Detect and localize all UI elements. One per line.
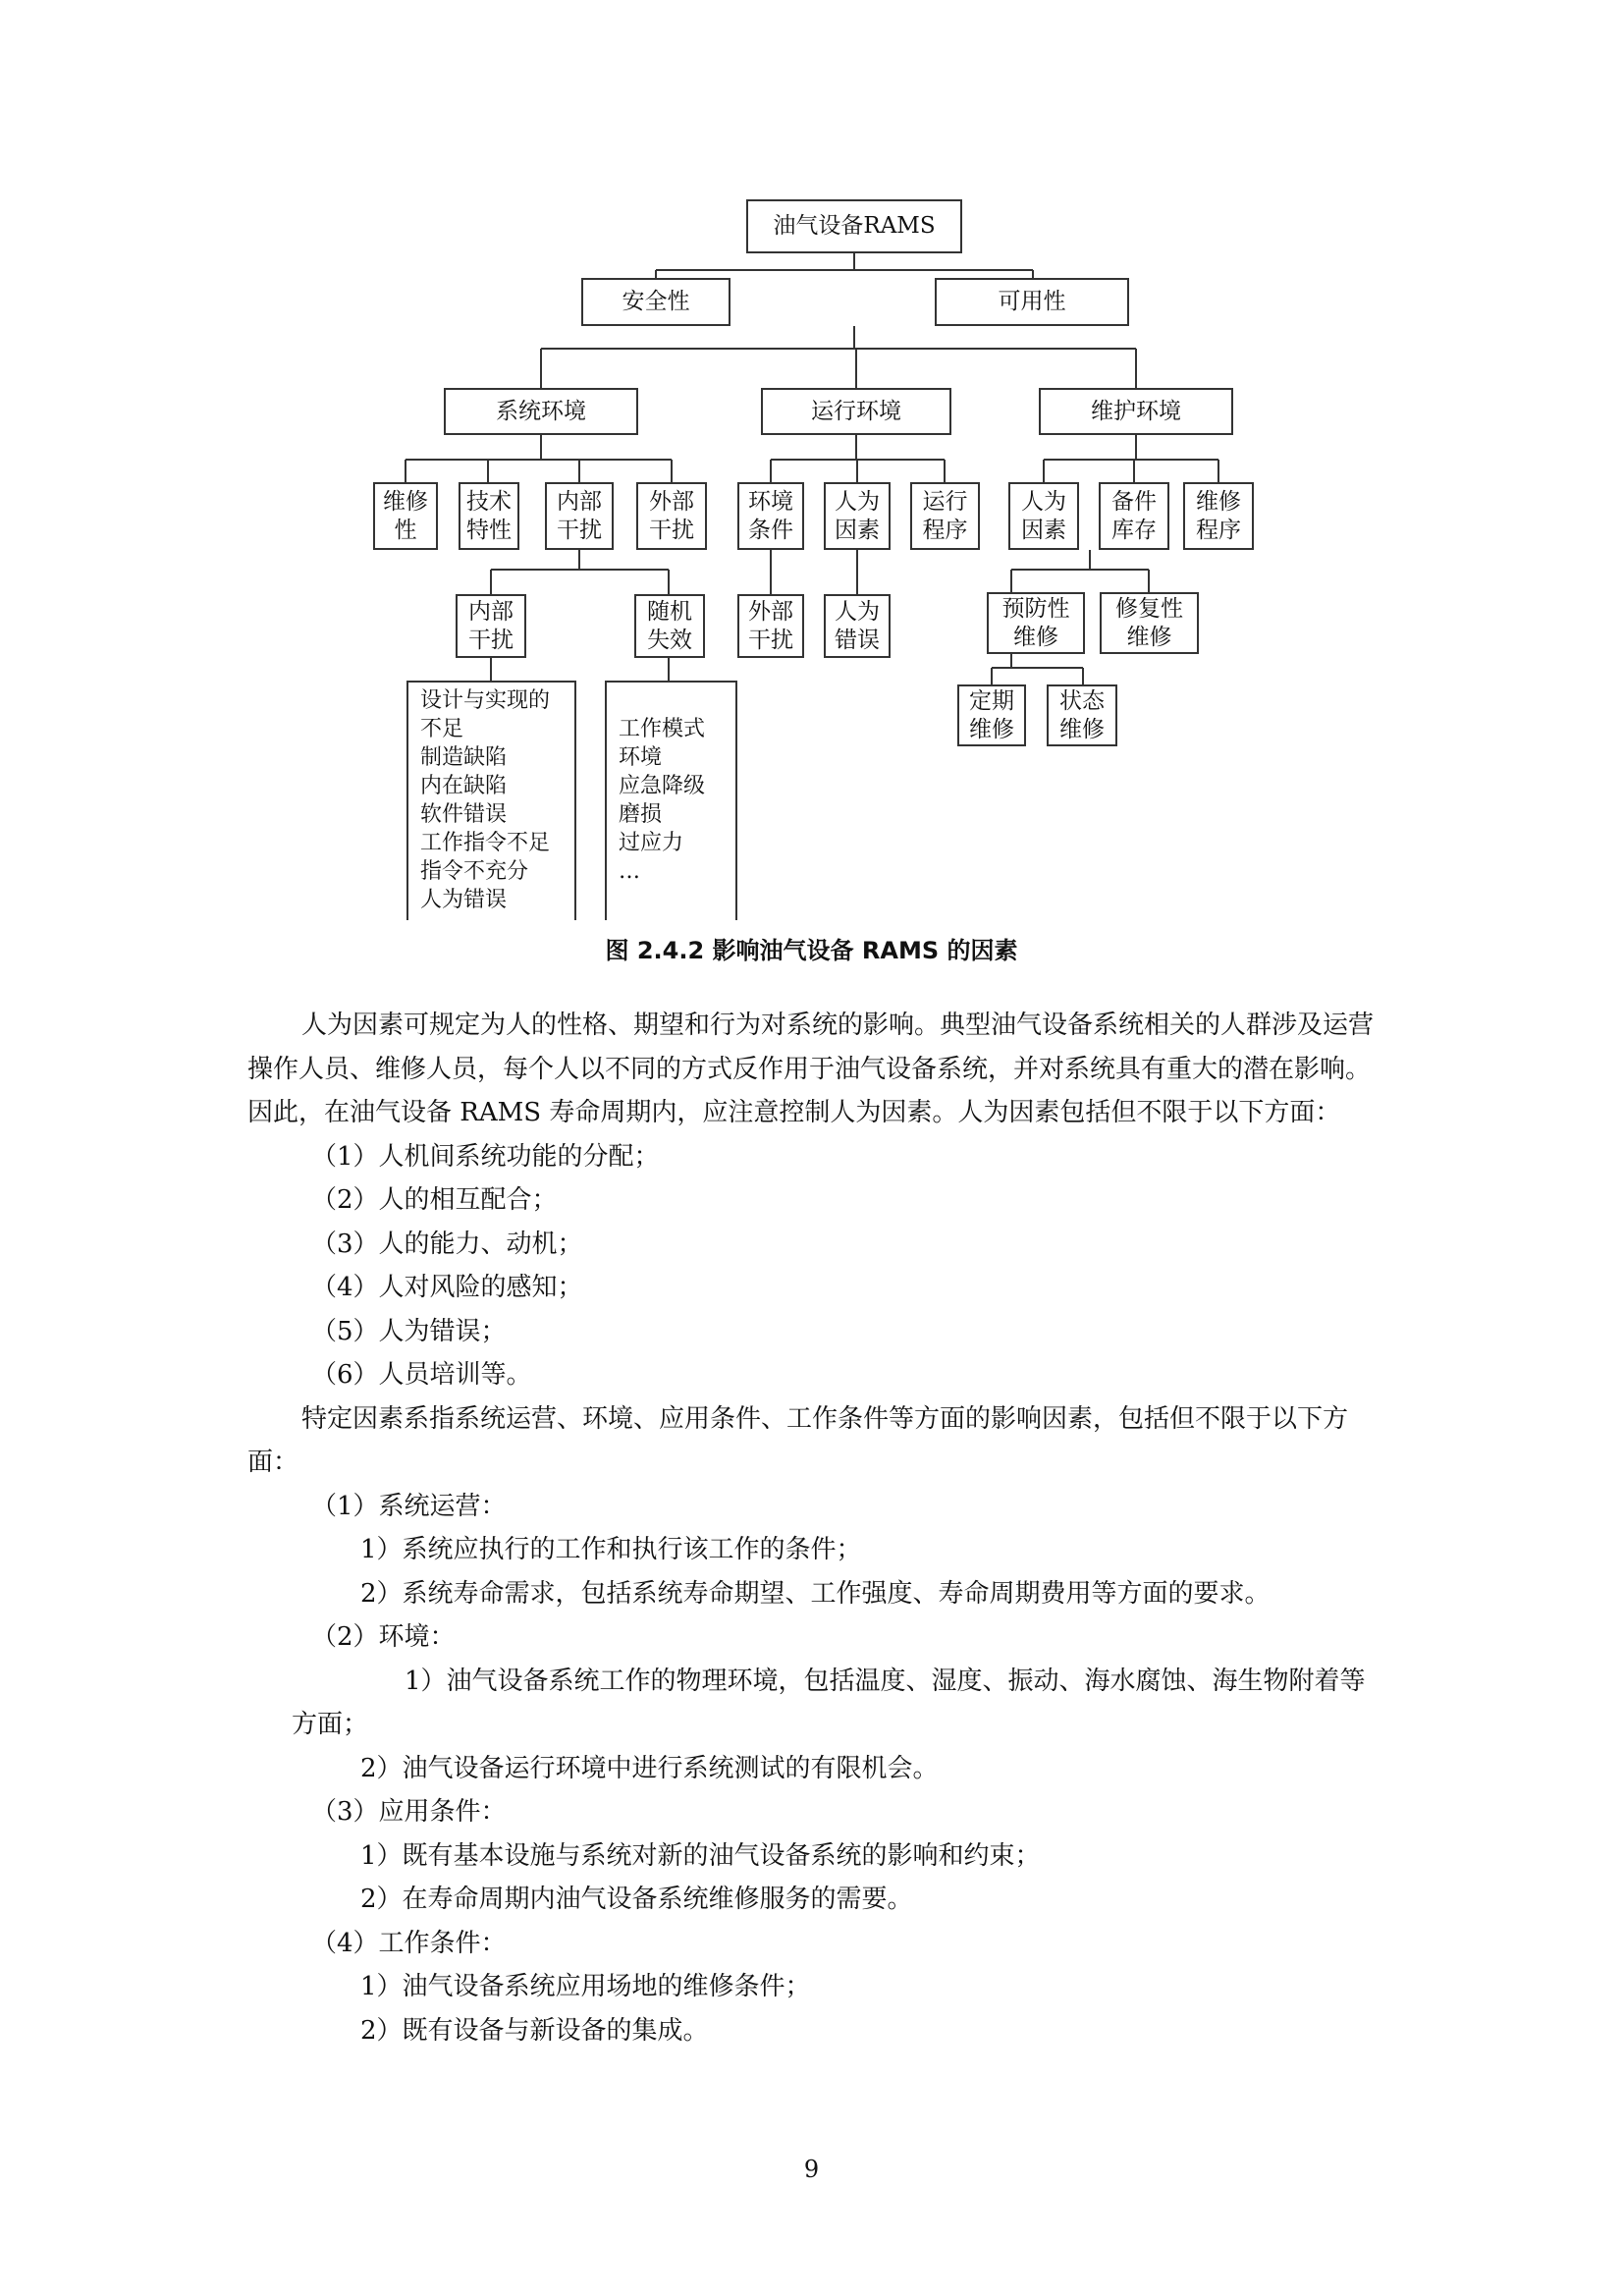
specific-item-2: （2）环境：	[311, 1622, 456, 1652]
specific-item-4b: 2）既有设备与新设备的集成。	[360, 2015, 709, 2046]
specific-item-3: （3）应用条件：	[311, 1797, 507, 1827]
specific-item-4a: 1）油气设备系统应用场地的维修条件；	[360, 1972, 811, 2001]
specific-item-2a: 1）油气设备系统工作的物理环境，包括温度、湿度、振动、海水腐蚀、海生物附着等方面；	[292, 1666, 1366, 1739]
operation-environment-node: 运行环境	[761, 388, 951, 435]
body-text	[247, 1004, 1386, 2052]
spare-parts-node: 备件 库存	[1099, 482, 1169, 550]
human-item-6: （6）人员培训等。	[311, 1360, 532, 1390]
human-item-3: （3）人的能力、动机；	[311, 1229, 583, 1259]
paragraph-specific-factors: 特定因素系指系统运营、环境、应用条件、工作条件等方面的影响因素，包括但不限于以下方面：	[247, 1403, 1349, 1477]
periodic-maintenance-node: 定期 维修	[957, 684, 1026, 746]
root-node: 油气设备RAMS	[746, 199, 962, 253]
condition-maintenance-node: 状态 维修	[1047, 684, 1117, 746]
specific-item-1a: 1）系统应执行的工作和执行该工作的条件；	[360, 1535, 862, 1564]
human-item-1: （1）人机间系统功能的分配；	[311, 1141, 660, 1172]
internal-interference-node: 内部 干扰	[545, 482, 614, 550]
availability-node: 可用性	[935, 278, 1129, 326]
maintenance-environment-node: 维护环境	[1039, 388, 1233, 435]
human-item-4: （4）人对风险的感知；	[311, 1273, 583, 1302]
rams-factor-diagram	[0, 0, 1623, 943]
connector-lines	[0, 0, 1623, 943]
figure-caption: 图 2.4.2 影响油气设备 RAMS 的因素	[605, 937, 1018, 964]
maintenance-procedure-node: 维修 程序	[1183, 482, 1254, 550]
specific-item-3b: 2）在寿命周期内油气设备系统维修服务的需要。	[360, 1885, 913, 1914]
operation-procedure-node: 运行 程序	[910, 482, 980, 550]
internal-interference-list: 设计与实现的 不足 制造缺陷 内在缺陷 软件错误 工作指令不足 指令不充分 人为错误	[406, 681, 576, 920]
page-number: 9	[803, 2156, 820, 2183]
specific-item-1b: 2）系统寿命需求，包括系统寿命期望、工作强度、寿命周期费用等方面的要求。	[360, 1578, 1271, 1609]
human-factor-node: 人为 因素	[824, 482, 891, 550]
corrective-maintenance-node: 修复性 维修	[1100, 592, 1199, 654]
environment-condition-node: 环境 条件	[737, 482, 804, 550]
external-interference-node: 外部 干扰	[636, 482, 707, 550]
preventive-maintenance-node: 预防性 维修	[987, 592, 1085, 654]
maintenance-human-factor-node: 人为 因素	[1008, 482, 1079, 550]
technical-feature-node: 技术 特性	[459, 482, 519, 550]
paragraph-human-factors: 人为因素可规定为人的性格、期望和行为对系统的影响。典型油气设备系统相关的人群涉及运营操作人员、维修人员，每个人以不同的方式反作用于油气设备系统，并对系统具有重大的潜在影响。因此，在油气设备 RAMS 寿命周期内，应注意控制人为因素。人为因素包括但不限于以下方面：	[247, 1011, 1375, 1127]
operation-external-interference-node: 外部 干扰	[737, 594, 804, 658]
human-item-5: （5）人为错误；	[311, 1316, 507, 1346]
random-failure-list: 工作模式 环境 应急降级 磨损 过应力 …	[605, 681, 737, 920]
specific-item-2b: 2）油气设备运行环境中进行系统测试的有限机会。	[360, 1753, 939, 1783]
maintainability-node: 维修 性	[373, 482, 438, 550]
random-failure-node: 随机 失效	[634, 594, 705, 658]
internal-interference-sub-node: 内部 干扰	[456, 594, 526, 658]
human-error-node: 人为 错误	[824, 594, 891, 658]
human-item-2: （2）人的相互配合；	[311, 1185, 558, 1215]
specific-item-3a: 1）既有基本设施与系统对新的油气设备系统的影响和约束；	[360, 1840, 1041, 1871]
system-environment-node: 系统环境	[444, 388, 638, 435]
specific-item-4: （4）工作条件：	[311, 1928, 507, 1958]
specific-item-1: （1）系统运营：	[311, 1491, 507, 1521]
safety-node: 安全性	[581, 278, 730, 326]
